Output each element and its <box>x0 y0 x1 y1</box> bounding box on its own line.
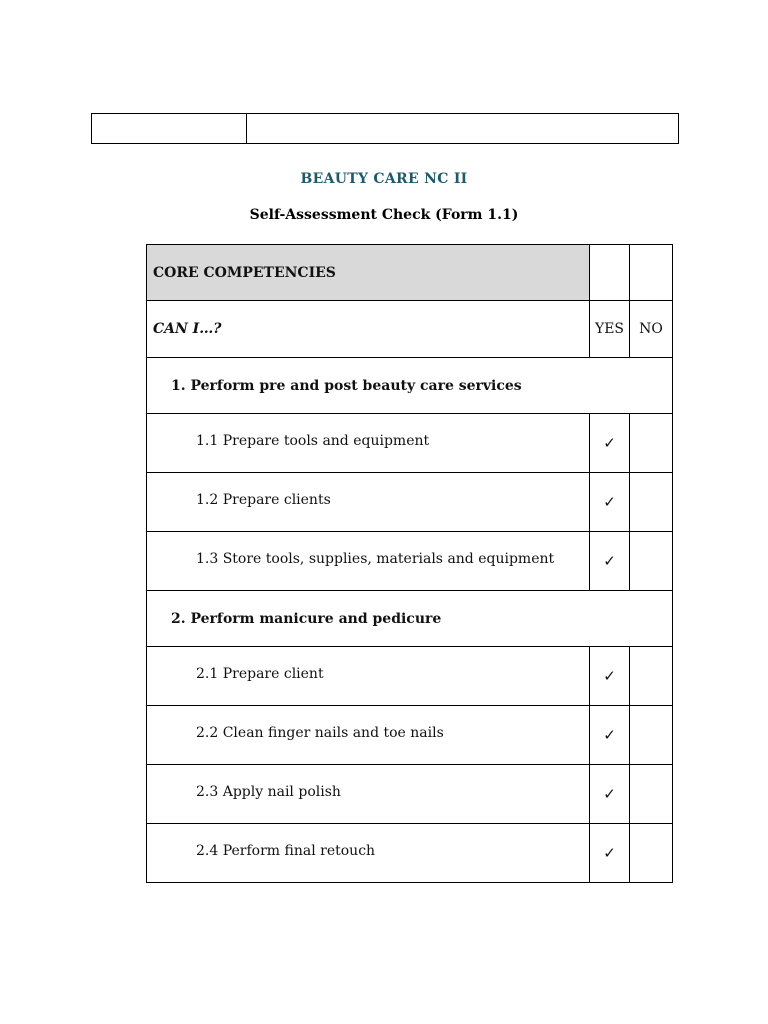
yes-check-cell[interactable]: ✓ <box>590 414 630 473</box>
yes-check-cell[interactable]: ✓ <box>590 473 630 532</box>
no-check-cell[interactable] <box>630 414 673 473</box>
section-row <box>147 591 673 647</box>
document-title: BEAUTY CARE NC II <box>300 171 468 187</box>
table-row <box>147 706 673 765</box>
can-i-label: CAN I…? <box>147 301 590 358</box>
competency-label: 2.3 Apply nail polish <box>147 765 590 824</box>
header-no-blank <box>630 245 673 301</box>
table-header-row <box>147 245 673 301</box>
yes-check-cell[interactable]: ✓ <box>590 706 630 765</box>
no-check-cell[interactable] <box>630 824 673 883</box>
yes-check-cell[interactable]: ✓ <box>590 824 630 883</box>
no-check-cell[interactable] <box>630 765 673 824</box>
no-column-header: NO <box>630 301 673 358</box>
yes-check-cell[interactable]: ✓ <box>590 532 630 591</box>
competency-label: 2.4 Perform final retouch <box>147 824 590 883</box>
section-row <box>147 358 673 414</box>
competency-label: 1.3 Store tools, supplies, materials and equipment <box>147 532 590 591</box>
header-cell-right <box>247 114 679 144</box>
header-yes-blank <box>590 245 630 301</box>
yes-check-cell[interactable]: ✓ <box>590 647 630 706</box>
no-check-cell[interactable] <box>630 647 673 706</box>
document-subtitle: Self-Assessment Check (Form 1.1) <box>249 207 519 223</box>
yes-check-cell[interactable]: ✓ <box>590 765 630 824</box>
table-row <box>147 414 673 473</box>
competency-label: 1.1 Prepare tools and equipment <box>147 414 590 473</box>
competency-label: 2.1 Prepare client <box>147 647 590 706</box>
core-competencies-header: CORE COMPETENCIES <box>147 245 590 301</box>
yes-column-header: YES <box>590 301 630 358</box>
table-row <box>147 647 673 706</box>
competency-label: 2.2 Clean finger nails and toe nails <box>147 706 590 765</box>
no-check-cell[interactable] <box>630 706 673 765</box>
table-row <box>147 824 673 883</box>
table-row <box>147 473 673 532</box>
section-title: 2. Perform manicure and pedicure <box>147 591 673 647</box>
table-row <box>147 532 673 591</box>
header-cell-left <box>92 114 247 144</box>
no-check-cell[interactable] <box>630 473 673 532</box>
table-row <box>147 765 673 824</box>
competency-label: 1.2 Prepare clients <box>147 473 590 532</box>
question-row <box>147 301 673 358</box>
no-check-cell[interactable] <box>630 532 673 591</box>
self-assessment-table <box>146 244 673 883</box>
section-title: 1. Perform pre and post beauty care services <box>147 358 673 414</box>
header-info-table <box>91 113 679 144</box>
